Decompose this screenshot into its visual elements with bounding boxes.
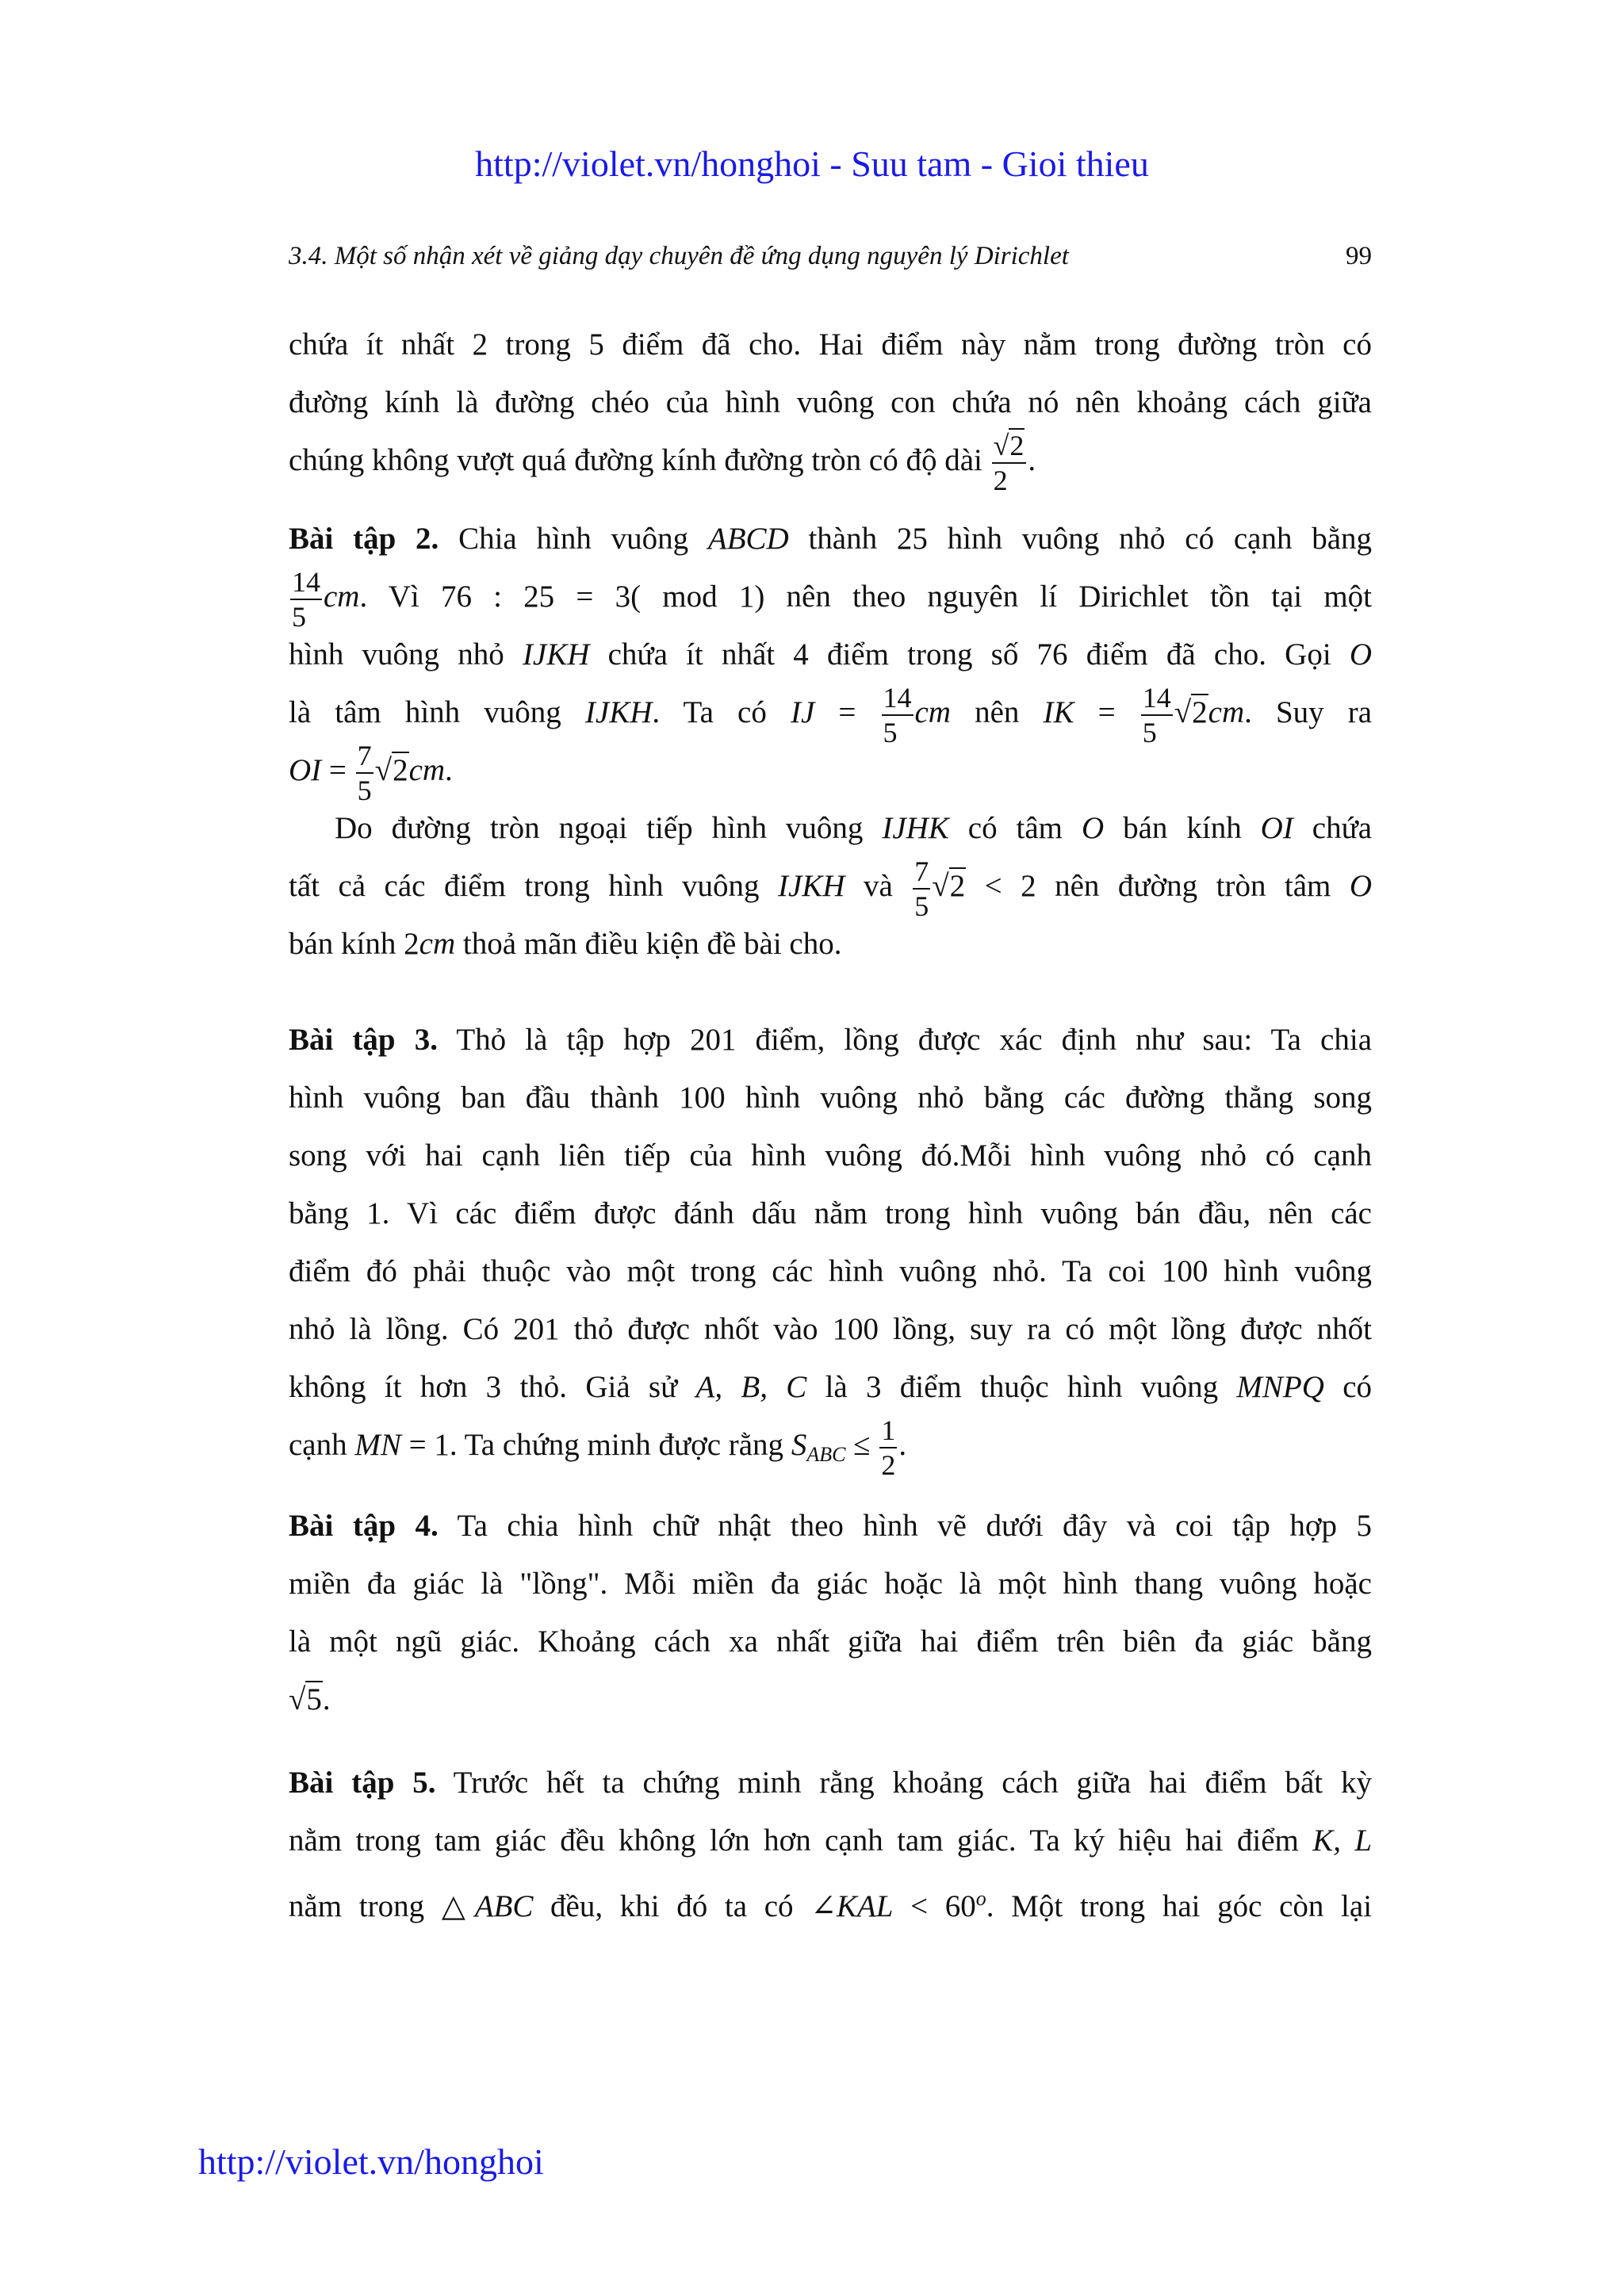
text-line: chứa ít nhất 2 trong 5 điểm đã cho. Hai điểm này nằm trong đường tròn có (289, 327, 1372, 362)
exercise-3 (289, 1011, 1373, 1482)
text-line: Do đường tròn ngoại tiếp hình vuông IJHK có tâm O bán kính OI chứa (335, 811, 1373, 845)
text-span: chúng không vượt quá đường kính đường tròn có độ dài (289, 443, 982, 477)
page-number: 99 (1346, 242, 1372, 270)
text-line: không ít hơn 3 thỏ. Giả sử A, B, C là 3 điểm thuộc hình vuông MNPQ có (289, 1370, 1373, 1404)
exercise-label: Bài tập 4. (289, 1509, 439, 1543)
text-line: tất cả các điểm trong hình vuông IJKH và $\frac{7}{5}$ √2 < 2 nên đường tròn tâm O (289, 855, 1373, 923)
text-line: chúng không vượt quá đường kính đường tròn có độ dài $\frac{√2}{2}$ . (289, 430, 1036, 497)
text-line: Bài tập 5. Trước hết ta chứng minh rằng khoảng cách giữa hai điểm bất kỳ (289, 1766, 1372, 1800)
text-line: Bài tập 3. Thỏ là tập hợp 201 điểm, lồng được xác định như sau: Ta chia (289, 1023, 1373, 1057)
sqrt-expression: √2 (993, 430, 1025, 462)
text-line: Bài tập 4. Ta chia hình chữ nhật theo hình vẽ dưới đây và coi tập hợp 5 (289, 1509, 1373, 1543)
text-line: là một ngũ giác. Khoảng cách xa nhất giữa hai điểm trên biên đa giác bằng (289, 1624, 1372, 1659)
text-line: song với hai cạnh liên tiếp của hình vuông đó.Mỗi hình vuông nhỏ có cạnh (289, 1138, 1372, 1173)
fraction-sqrt2-over-2: $\frac{√2}{2}$ (992, 431, 1027, 495)
fraction-7-over-5: $\frac{7}{5}$ (357, 740, 372, 807)
exercise-2 (289, 510, 1372, 973)
watermark-bottom[interactable]: http://violet.vn/honghoi (198, 2141, 544, 2182)
watermark-top[interactable]: http://violet.vn/honghoi - Suu tam - Gioi thieu (475, 144, 1149, 184)
fraction-7-over-5: $\frac{7}{5}$ (914, 855, 929, 923)
text-line: Bài tập 2. Chia hình vuông ABCD thành 25 hình vuông nhỏ có cạnh bằng (289, 522, 1373, 556)
sqrt-expression: √2 (1174, 695, 1208, 729)
text-line: OI = $\frac{7}{5}$ √2cm. (289, 740, 453, 807)
sqrt-expression: √5 (289, 1682, 322, 1716)
text-line: √5. (289, 1682, 331, 1716)
running-header (289, 242, 1372, 271)
fraction-14-over-5: $\frac{14}{5}$ (292, 566, 320, 633)
paragraph-continuation (289, 316, 1372, 497)
exercise-label: Bài tập 5. (289, 1766, 436, 1800)
text-line: nhỏ là lồng. Có 201 thỏ được nhốt vào 100 lồng, suy ra có một lồng được nhốt (289, 1312, 1372, 1346)
text-line: hình vuông ban đầu thành 100 hình vuông nhỏ bằng các đường thẳng song (289, 1081, 1372, 1115)
text-line: nằm trong tam giác đều không lớn hơn cạnh tam giác. Ta ký hiệu hai điểm K, L (289, 1823, 1373, 1858)
text-line: là tâm hình vuông IJKH. Ta có IJ = $\frac{14}{5}$ cm nên IK = $\frac{14}{5}$ √2cm. Suy ra (289, 682, 1373, 749)
text-line: đường kính là đường chéo của hình vuông con chứa nó nên khoảng cách giữa (289, 385, 1372, 419)
fraction-1-over-2: $\frac{1}{2}$ (881, 1414, 896, 1482)
text-line: $\frac{14}{5}$ cm. Vì 76 : 25 = 3( mod 1) nên theo nguyên lí Dirichlet tồn tại một (292, 566, 1372, 633)
text-line: bằng 1. Vì các điểm được đánh dấu nằm trong hình vuông bán đầu, nên các (289, 1196, 1372, 1230)
fraction-14-over-5: $\frac{14}{5}$ (1142, 682, 1171, 749)
exercise-5 (289, 1754, 1372, 1927)
text-line: miền đa giác là "lồng". Mỗi miền đa giác hoặc là một hình thang vuông hoặc (289, 1567, 1372, 1601)
exercise-label: Bài tập 2. (289, 522, 439, 556)
text-line: bán kính 2cm thoả mãn điều kiện đề bài cho. (289, 927, 842, 961)
exercise-4 (289, 1497, 1372, 1728)
fraction-14-over-5: $\frac{14}{5}$ (883, 682, 912, 749)
text-line: nằm trong △ABC đều, khi đó ta có ∠KAL < $60^o$. Một trong hai góc còn lại (289, 1887, 1373, 1923)
text-line: cạnh MN = 1. Ta chứng minh được rằng $S_{ABC}$ ≤ $\frac{1}{2}$ . (289, 1414, 907, 1482)
text-line: điểm đó phải thuộc vào một trong các hình vuông nhỏ. Ta coi 100 hình vuông (289, 1254, 1372, 1288)
sqrt-expression: √2 (374, 753, 408, 787)
text-line: hình vuông nhỏ IJKH chứa ít nhất 4 điểm trong số 76 điểm đã cho. Gọi O (289, 637, 1373, 672)
exercise-label: Bài tập 3. (289, 1023, 438, 1057)
header-title: 3.4. Một số nhận xét về giảng dạy chuyên đề ứng dụng nguyên lý Dirichlet (289, 242, 1069, 270)
sqrt-expression: √2 (932, 869, 966, 903)
